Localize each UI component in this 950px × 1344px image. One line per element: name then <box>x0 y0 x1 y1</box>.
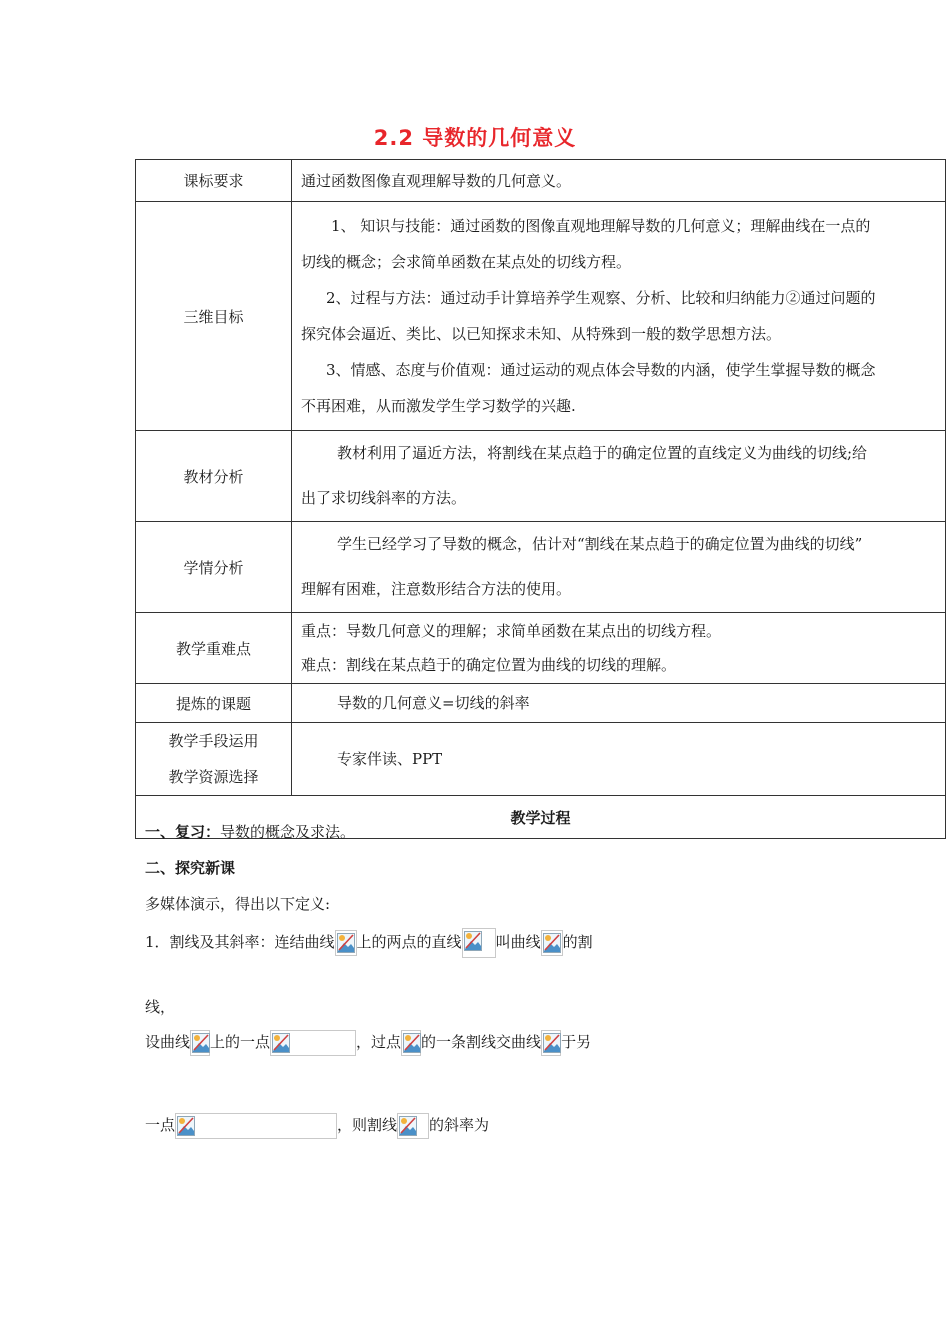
row-content <box>292 431 946 522</box>
content-line: 重点：导数几何意义的理解；求简单函数在某点出的切线方程。 <box>301 622 722 640</box>
content-line: 导数的几何意义=切线的斜率 <box>337 694 530 712</box>
paragraph-line-2 <box>145 1030 591 1056</box>
content-line: 出了求切线斜率的方法。 <box>301 489 467 507</box>
text-run: 上的两点的直线 <box>356 933 462 951</box>
text-run: 一点 <box>145 1116 176 1134</box>
content-line: 1、 知识与技能：通过函数的图像直观地理解导数的几何意义；理解曲线在一点的 <box>331 217 871 235</box>
row-label <box>136 723 292 796</box>
text-run: 的割 <box>562 933 593 951</box>
formula-image-icon <box>541 1030 561 1056</box>
definition-line-1 <box>145 928 593 958</box>
row-label: 提炼的课题 <box>136 684 292 723</box>
row-label: 教学重难点 <box>136 613 292 684</box>
table-row <box>136 160 946 202</box>
row-content <box>292 160 946 202</box>
review-line <box>145 821 355 842</box>
formula-image-icon <box>397 1113 429 1139</box>
paragraph-line-3 <box>145 1113 489 1139</box>
formula-image-icon <box>190 1030 210 1056</box>
formula-image-icon <box>335 930 357 956</box>
row-content <box>292 613 946 684</box>
definition-line-1-cont: 线， <box>145 998 176 1016</box>
table-row <box>136 202 946 431</box>
table-row <box>136 723 946 796</box>
lesson-plan-table <box>135 159 946 839</box>
row-content <box>292 723 946 796</box>
formula-image-icon <box>270 1030 356 1056</box>
text-run: 1．割线及其斜率：连结曲线 <box>145 933 335 951</box>
content-line: 教材利用了逼近方法，将割线在某点趋于的确定位置的直线定义为曲线的切线;给 <box>337 444 868 462</box>
table-row <box>136 431 946 522</box>
content-line: 难点：割线在某点趋于的确定位置为曲线的切线的理解。 <box>301 656 677 674</box>
formula-image-icon <box>462 928 496 958</box>
text-run: 叫曲线 <box>495 933 541 951</box>
formula-image-icon <box>541 930 563 956</box>
content-line: 切线的概念；会求简单函数在某点处的切线方程。 <box>301 253 632 271</box>
page-title: 2.2 导数的几何意义 <box>373 126 577 150</box>
content-line: 学生已经学习了导数的概念，估计对“割线在某点趋于的确定位置为曲线的切线” <box>337 535 863 553</box>
row-label: 三维目标 <box>136 202 292 431</box>
formula-image-icon <box>175 1113 337 1139</box>
row-content <box>292 522 946 613</box>
text-run: 设曲线 <box>145 1033 191 1051</box>
table-row <box>136 613 946 684</box>
content-line: 通过函数图像直观理解导数的几何意义。 <box>301 171 572 190</box>
row-content <box>292 684 946 723</box>
table-row <box>136 684 946 723</box>
row-label: 教材分析 <box>136 431 292 522</box>
text-run: 上的一点 <box>210 1033 271 1051</box>
intro-text: 多媒体演示，得出以下定义: <box>145 895 331 913</box>
row-label: 学情分析 <box>136 522 292 613</box>
table-row <box>136 522 946 613</box>
content-line: 探究体会逼近、类比、以已知探求未知、从特殊到一般的数学思想方法。 <box>301 325 782 343</box>
text-run: ，则割线 <box>337 1116 398 1134</box>
row-label: 课标要求 <box>136 160 292 202</box>
formula-image-icon <box>401 1030 421 1056</box>
content-line: 3、情感、态度与价值观：通过运动的观点体会导数的内涵，使学生掌握导数的概念 <box>326 361 876 379</box>
text-run: ，过点 <box>356 1033 402 1051</box>
content-line: 2、过程与方法：通过动手计算培养学生观察、分析、比较和归纳能力②通过问题的 <box>326 289 876 307</box>
text-run: 的一条割线交曲线 <box>421 1033 542 1051</box>
content-line: 不再困难，从而激发学生学习数学的兴趣. <box>301 397 576 415</box>
text-run: 的斜率为 <box>429 1116 490 1134</box>
label-line: 教学手段运用 <box>168 732 259 750</box>
text-run: 于另 <box>561 1033 592 1051</box>
explore-heading: 二、探究新课 <box>145 859 236 877</box>
process-header: 教学过程 <box>136 796 946 839</box>
content-line: 专家伴读、PPT <box>337 750 443 768</box>
label-line: 教学资源选择 <box>168 768 259 786</box>
row-content <box>292 202 946 431</box>
review-label: 一、复习： <box>145 823 221 841</box>
content-line: 理解有困难，注意数形结合方法的使用。 <box>301 580 572 598</box>
review-text: 导数的概念及求法。 <box>220 823 356 841</box>
